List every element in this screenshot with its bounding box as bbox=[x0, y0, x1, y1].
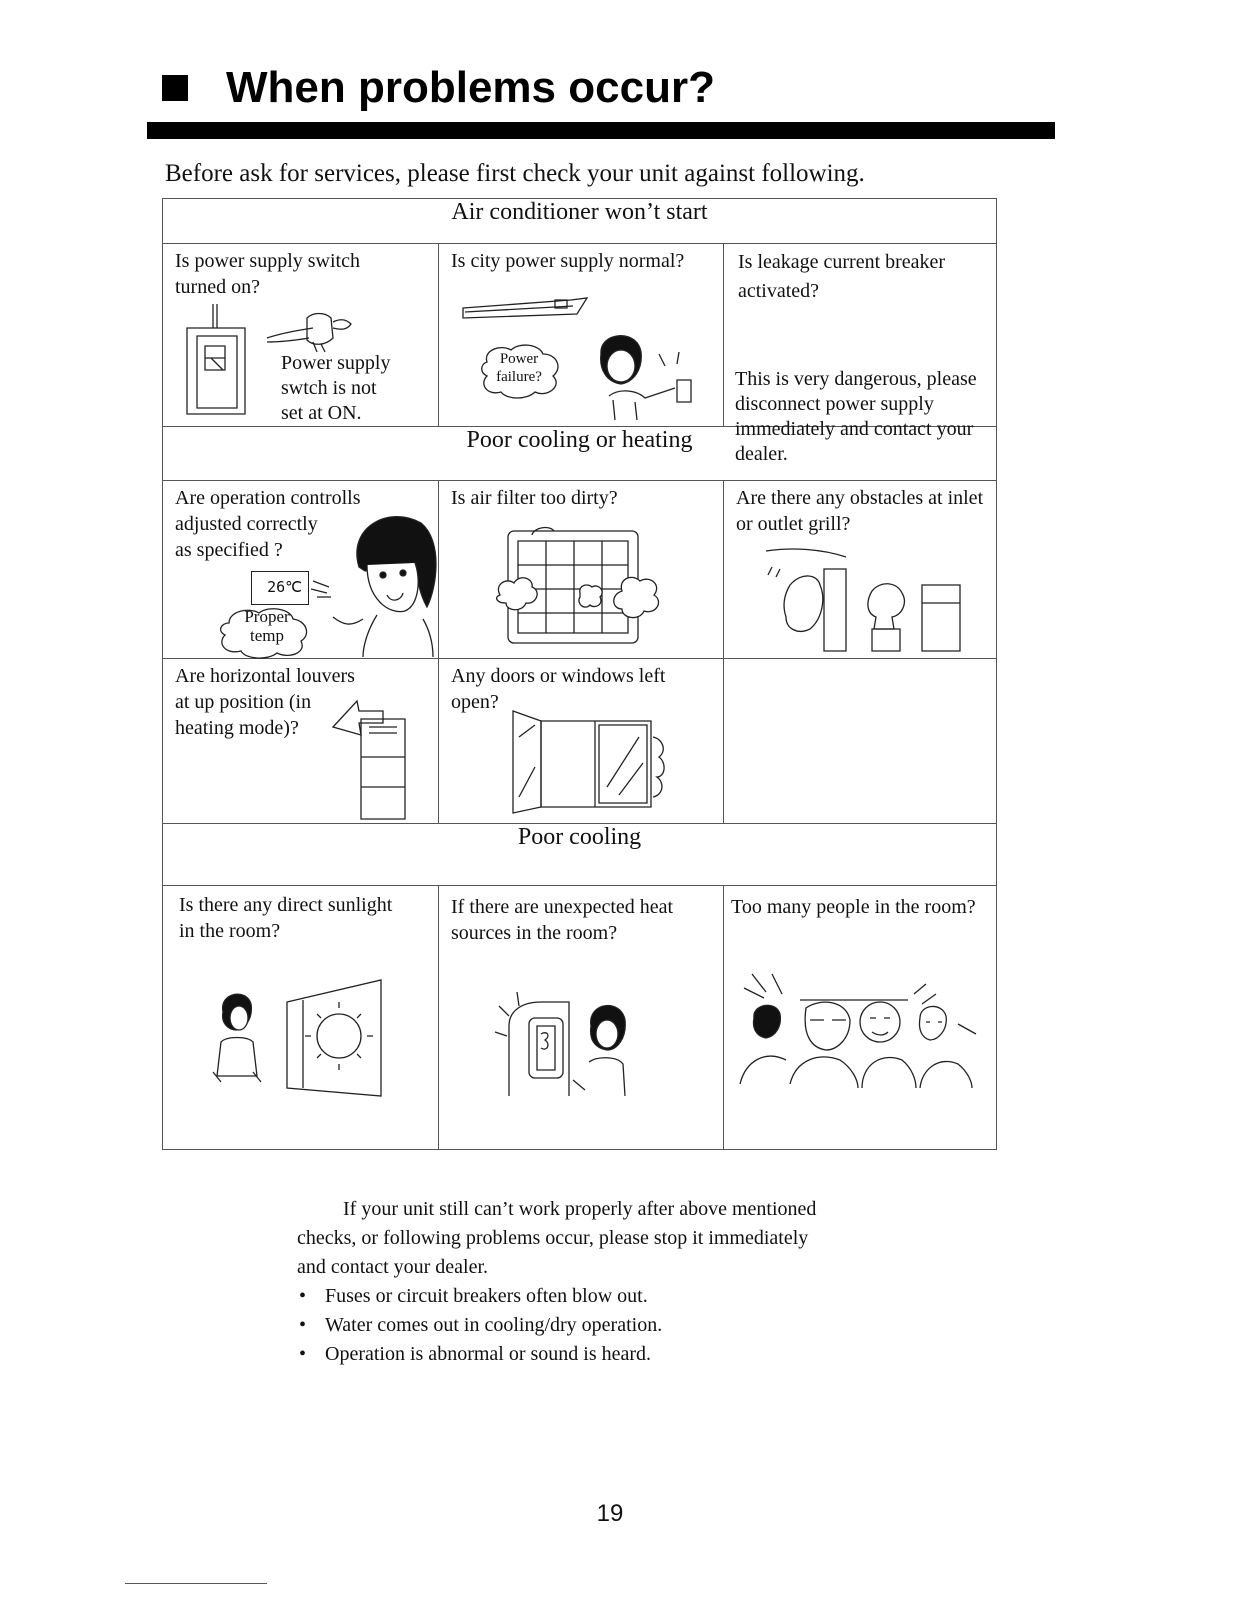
cell-leakage bbox=[724, 244, 997, 465]
intro-text: Before ask for services, please first check your unit against following. bbox=[165, 160, 865, 187]
woman-plug-icon bbox=[579, 326, 709, 424]
question-heat: If there are unexpected heat sources in the room? bbox=[451, 896, 674, 944]
proper-temp-text: Proper temp bbox=[244, 607, 290, 645]
crowd-icon bbox=[736, 964, 986, 1094]
check-table bbox=[162, 198, 997, 1150]
leakage-warning: This is very dangerous, please disconnect power supply immediately and contact your dealer. bbox=[735, 368, 977, 465]
cell-filter bbox=[439, 481, 724, 659]
footer-line: checks, or following problems occur, please stop it immediately bbox=[297, 1227, 809, 1249]
list-item: • Water comes out in cooling/dry operation. bbox=[297, 1311, 897, 1340]
cell-heat bbox=[439, 886, 724, 1150]
list-item: • Operation is abnormal or sound is heard. bbox=[297, 1340, 897, 1369]
question-city-power: Is city power supply normal? bbox=[451, 250, 685, 272]
air-filter-icon bbox=[494, 525, 669, 650]
question-controls: Are operation controlls adjusted correctly as specified ? bbox=[175, 487, 361, 561]
question-filter: Is air filter too dirty? bbox=[451, 487, 618, 509]
power-failure-text: Power failure? bbox=[496, 351, 542, 385]
cell-city-power bbox=[439, 244, 724, 427]
cell-doors bbox=[439, 659, 724, 824]
section-title-poor-cooling-heating: Poor cooling or heating bbox=[163, 427, 997, 481]
heading-rule bbox=[147, 122, 1055, 139]
square-bullet-icon bbox=[162, 75, 188, 101]
cell-sunlight bbox=[163, 886, 439, 1150]
pointing-hand-icon bbox=[261, 302, 357, 354]
sun-window-icon bbox=[207, 976, 397, 1106]
footer-link-line bbox=[125, 1583, 267, 1584]
question-louvers: Are horizontal louvers at up position (in heating mode)? bbox=[175, 665, 355, 739]
cell-louvers bbox=[163, 659, 439, 824]
problem-list bbox=[297, 1282, 897, 1369]
note-power-switch: Power supply swtch is not set at ON. bbox=[281, 352, 391, 424]
question-obstacles: Are there any obstacles at inlet or outlet grill? bbox=[736, 487, 984, 535]
footer-notes bbox=[297, 1195, 897, 1369]
page-title: When problems occur? bbox=[226, 63, 715, 112]
footer-line: and contact your dealer. bbox=[297, 1256, 489, 1278]
obstacle-unit-icon bbox=[762, 545, 962, 655]
cell-controls bbox=[163, 481, 439, 659]
open-door-icon bbox=[507, 707, 677, 817]
question-sunlight: Is there any direct sunlight in the room? bbox=[179, 894, 393, 942]
question-leakage: Is leakage current breaker activated? bbox=[738, 251, 946, 302]
switch-icon bbox=[183, 304, 255, 424]
question-people: Too many people in the room? bbox=[731, 896, 976, 918]
question-power-switch: Is power supply switch turned on? bbox=[175, 250, 360, 298]
section-title-poor-cooling: Poor cooling bbox=[163, 824, 997, 886]
cell-people bbox=[724, 886, 997, 1150]
cell-obstacles bbox=[724, 481, 997, 659]
list-item: • Fuses or circuit breakers often blow out. bbox=[297, 1282, 897, 1311]
footer-line: If your unit still can’t work properly after above mentioned bbox=[343, 1198, 817, 1220]
temperature-display: 26℃ bbox=[251, 571, 309, 605]
ceiling-unit-icon bbox=[461, 294, 591, 322]
heater-icon bbox=[489, 986, 659, 1106]
woman-remote-icon bbox=[303, 507, 438, 657]
question-doors: Any doors or windows left open? bbox=[451, 665, 666, 713]
cell-power-switch bbox=[163, 244, 439, 427]
louver-unit-icon bbox=[323, 697, 409, 821]
page-number: 19 bbox=[596, 1500, 624, 1527]
page-heading bbox=[162, 58, 715, 118]
section-title-wont-start: Air conditioner won’t start bbox=[163, 199, 997, 244]
cell-empty bbox=[724, 659, 997, 824]
